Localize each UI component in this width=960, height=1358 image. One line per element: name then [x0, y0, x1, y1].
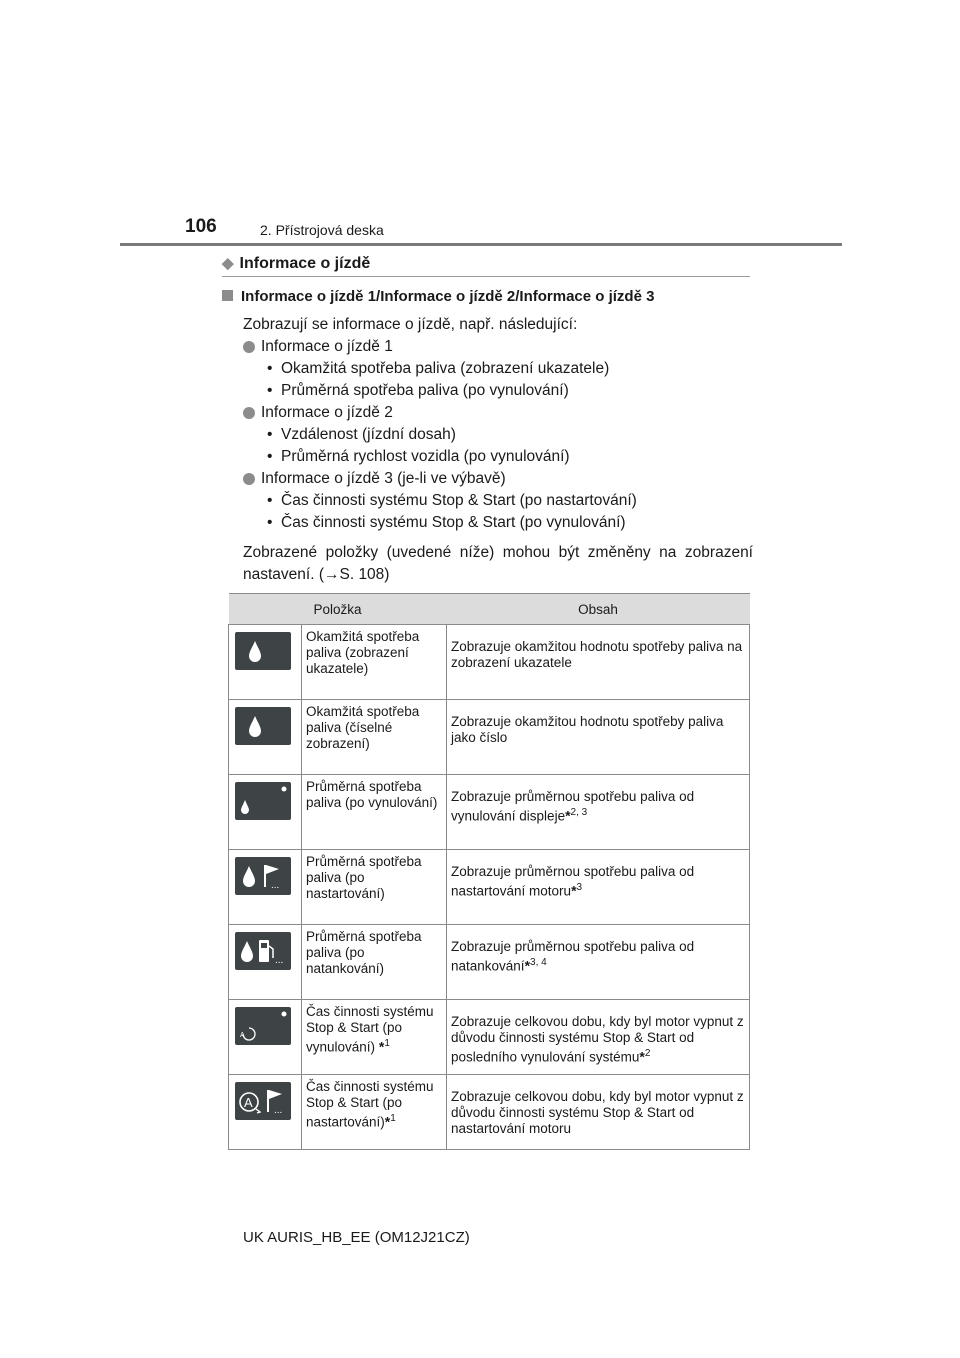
svg-text:...: ...	[274, 1105, 283, 1116]
content-cell	[447, 775, 750, 850]
subheading	[222, 288, 654, 305]
table-row	[229, 850, 750, 925]
item-cell	[302, 1000, 447, 1075]
item-cell	[302, 1075, 447, 1150]
group-title-text: Informace o jízdě 3 (je-li ve výbavě)	[261, 470, 506, 487]
trip-info-groups	[243, 336, 753, 534]
footnote-asterisk: *	[565, 807, 571, 824]
fuel-drop-icon	[235, 707, 291, 745]
items-table	[228, 593, 750, 1150]
intro-text: Zobrazují se informace o jízdě, např. následující:	[243, 316, 578, 333]
content-text: Zobrazuje celkovou dobu, kdy byl motor vypnut z důvodu činnosti systému Stop & Start od posledního vynulování systému	[451, 1014, 744, 1065]
group-title	[243, 336, 753, 358]
fuel-drop-reset-icon	[235, 782, 291, 820]
list-item: • Vzdálenost (jízdní dosah)	[267, 426, 456, 443]
item-cell: Okamžitá spotřeba paliva (číselné zobrazení)	[302, 700, 447, 775]
icon-cell	[229, 775, 302, 850]
diamond-icon: ◆	[222, 255, 234, 272]
table-row	[229, 925, 750, 1000]
header-divider	[120, 243, 842, 246]
svg-text:...: ...	[275, 955, 284, 966]
footnote-asterisk: *	[639, 1048, 645, 1065]
header-item: Položka	[229, 594, 447, 625]
list-item: • Průměrná rychlost vozidla (po vynulování)	[267, 448, 570, 465]
svg-text:...: ...	[271, 880, 280, 891]
icon-cell	[229, 1075, 302, 1150]
content-text: Zobrazuje průměrnou spotřebu paliva od nastartování motoru	[451, 864, 695, 899]
table-row	[229, 1075, 750, 1150]
list-item: • Čas činnosti systému Stop & Start (po vynulování)	[267, 514, 626, 531]
group-title	[243, 402, 753, 424]
footnote-ref: 3, 4	[530, 957, 547, 968]
group-title-text: Informace o jízdě 2	[261, 404, 393, 421]
stop-start-flag-icon	[235, 1082, 291, 1120]
footnote-asterisk: *	[375, 1038, 385, 1055]
footnote-ref: 2	[644, 1048, 651, 1059]
footnote-asterisk: *	[524, 957, 531, 974]
content-cell: Zobrazuje okamžitou hodnotu spotřeby paliva na zobrazení ukazatele	[447, 625, 750, 700]
fuel-drop-icon	[235, 632, 291, 670]
content-cell: Zobrazuje celkovou dobu, kdy byl motor vypnut z důvodu činnosti systému Stop & Start od nastartování motoru	[447, 1075, 750, 1150]
square-bullet-icon	[222, 290, 233, 301]
bullet-dot-icon	[243, 341, 255, 353]
group-title	[243, 468, 753, 490]
group-title-text: Informace o jízdě 1	[261, 338, 393, 355]
icon-cell	[229, 1000, 302, 1075]
content-cell: Zobrazuje okamžitou hodnotu spotřeby paliva jako číslo	[447, 700, 750, 775]
footnote-ref: 1	[390, 1113, 396, 1124]
heading	[222, 254, 370, 273]
table-row	[229, 1000, 750, 1075]
footer-model-code: UK AURIS_HB_EE (OM12J21CZ)	[243, 1229, 470, 1246]
heading-text: Informace o jízdě	[239, 255, 371, 272]
bullet-dot-icon	[243, 473, 255, 485]
list-item-text: Průměrná rychlost vozidla (po vynulování)	[281, 448, 570, 465]
list-item: • Průměrná spotřeba paliva (po vynulování)	[267, 382, 569, 399]
item-cell: Okamžitá spotřeba paliva (zobrazení ukazatele)	[302, 625, 447, 700]
stop-start-reset-icon	[235, 1007, 291, 1045]
item-cell: Průměrná spotřeba paliva (po vynulování)	[302, 775, 447, 850]
footnote-asterisk: *	[384, 1113, 391, 1130]
header-content: Obsah	[447, 594, 750, 625]
footnote-ref: 3	[576, 882, 583, 893]
icon-cell	[229, 850, 302, 925]
footnote-ref: 1	[384, 1038, 390, 1049]
item-cell: Průměrná spotřeba paliva (po natankování)	[302, 925, 447, 1000]
table-row	[229, 775, 750, 850]
subheading-text: Informace o jízdě 1/Informace o jízdě 2/Informace o jízdě 3	[241, 288, 655, 305]
content-cell	[447, 850, 750, 925]
outro-text: Zobrazené položky (uvedené níže) mohou být změněny na zobrazení nastavení. (→S. 108)	[243, 544, 753, 583]
fuel-drop-flag-icon	[235, 857, 291, 895]
item-text: Čas činnosti systému Stop & Start (po nastartování)	[306, 1079, 434, 1130]
content-cell	[447, 925, 750, 1000]
heading-divider	[222, 276, 750, 277]
list-item: • Okamžitá spotřeba paliva (zobrazení ukazatele)	[267, 360, 610, 377]
footnote-asterisk: *	[571, 882, 577, 899]
item-text: Čas činnosti systému Stop & Start (po vynulování)	[306, 1004, 434, 1055]
svg-text:A: A	[240, 1032, 245, 1039]
fuel-drop-pump-icon	[235, 932, 291, 970]
section-title: 2. Přístrojová deska	[260, 222, 384, 238]
svg-text:A: A	[244, 1095, 253, 1110]
list-item-text: Okamžitá spotřeba paliva (zobrazení ukazatele)	[281, 360, 610, 377]
content-text: Zobrazuje průměrnou spotřebu paliva od vynulování displeje	[451, 789, 695, 824]
table-header-row	[229, 594, 750, 625]
list-item: • Čas činnosti systému Stop & Start (po nastartování)	[267, 492, 637, 509]
footnote-ref: 2, 3	[570, 807, 588, 818]
icon-cell	[229, 700, 302, 775]
bullet-dot-icon	[243, 407, 255, 419]
item-cell: Průměrná spotřeba paliva (po nastartování)	[302, 850, 447, 925]
table-row	[229, 700, 750, 775]
page-number: 106	[185, 216, 217, 237]
list-item-text: Čas činnosti systému Stop & Start (po vynulování)	[281, 514, 626, 531]
icon-cell	[229, 925, 302, 1000]
list-item-text: Vzdálenost (jízdní dosah)	[281, 426, 456, 443]
icon-cell	[229, 625, 302, 700]
table-row	[229, 625, 750, 700]
content-cell	[447, 1000, 750, 1075]
list-item-text: Průměrná spotřeba paliva (po vynulování)	[281, 382, 569, 399]
content-text: Zobrazuje průměrnou spotřebu paliva od natankování	[451, 939, 695, 974]
list-item-text: Čas činnosti systému Stop & Start (po nastartování)	[281, 492, 637, 509]
